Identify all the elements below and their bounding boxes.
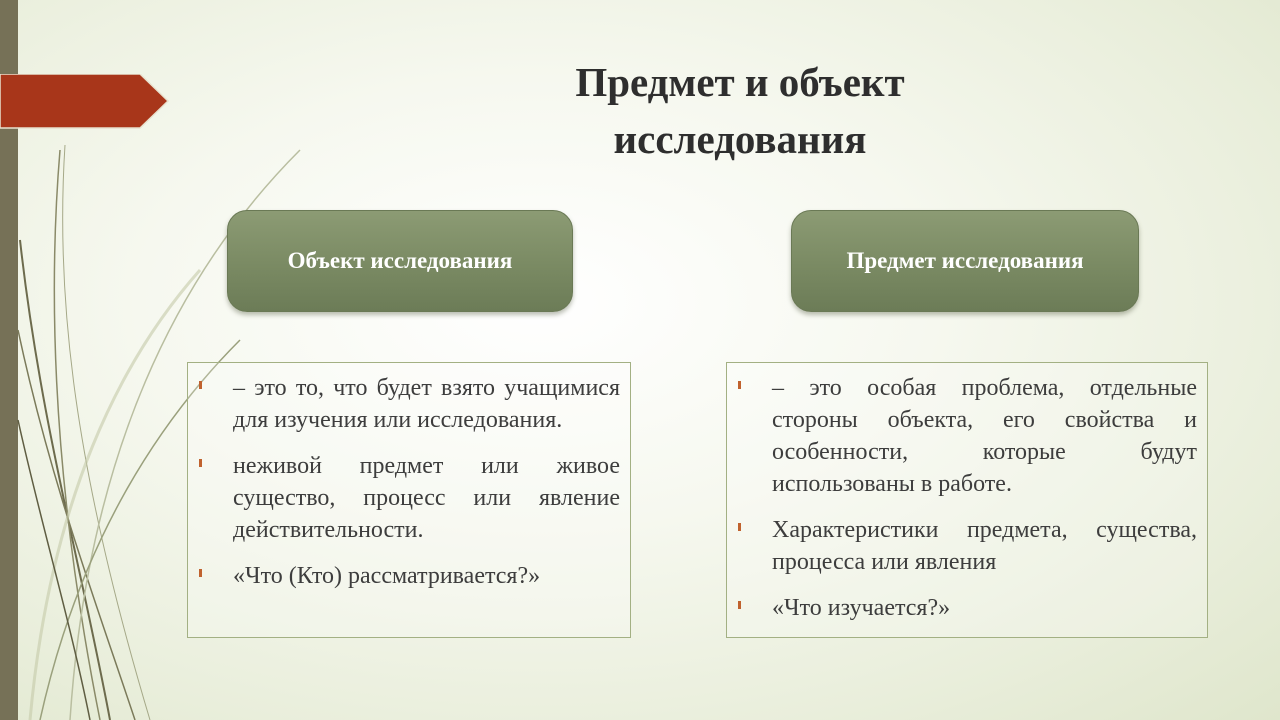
- red-arrow-tab: [0, 74, 170, 130]
- subject-header-box: [791, 210, 1139, 312]
- list-item: – это то, что будет взято учащимися для изучения или исследования.: [233, 372, 620, 436]
- list-item: «Что изучается?»: [772, 592, 1197, 624]
- title-line-1: Предмет и объект: [575, 59, 905, 105]
- list-item: Характеристики предмета, существа, процесса или явления: [772, 514, 1197, 578]
- list-item: «Что (Кто) рассматривается?»: [233, 560, 620, 592]
- list-item: неживой предмет или живое существо, процесс или явление действительности.: [233, 450, 620, 546]
- object-header-label: Объект исследования: [287, 248, 513, 273]
- list-item: – это особая проблема, отдельные стороны объекта, его свойства и особенности, которые будут использованы в работе.: [772, 372, 1197, 500]
- subject-bullet-list: [772, 372, 1197, 624]
- slide-title: [440, 54, 1040, 168]
- title-line-2: исследования: [613, 116, 867, 162]
- object-header-box: [227, 210, 573, 312]
- subject-header-label: Предмет исследования: [846, 248, 1084, 273]
- object-bullet-list: [233, 372, 620, 592]
- object-description-panel: [187, 362, 631, 638]
- subject-description-panel: [726, 362, 1208, 638]
